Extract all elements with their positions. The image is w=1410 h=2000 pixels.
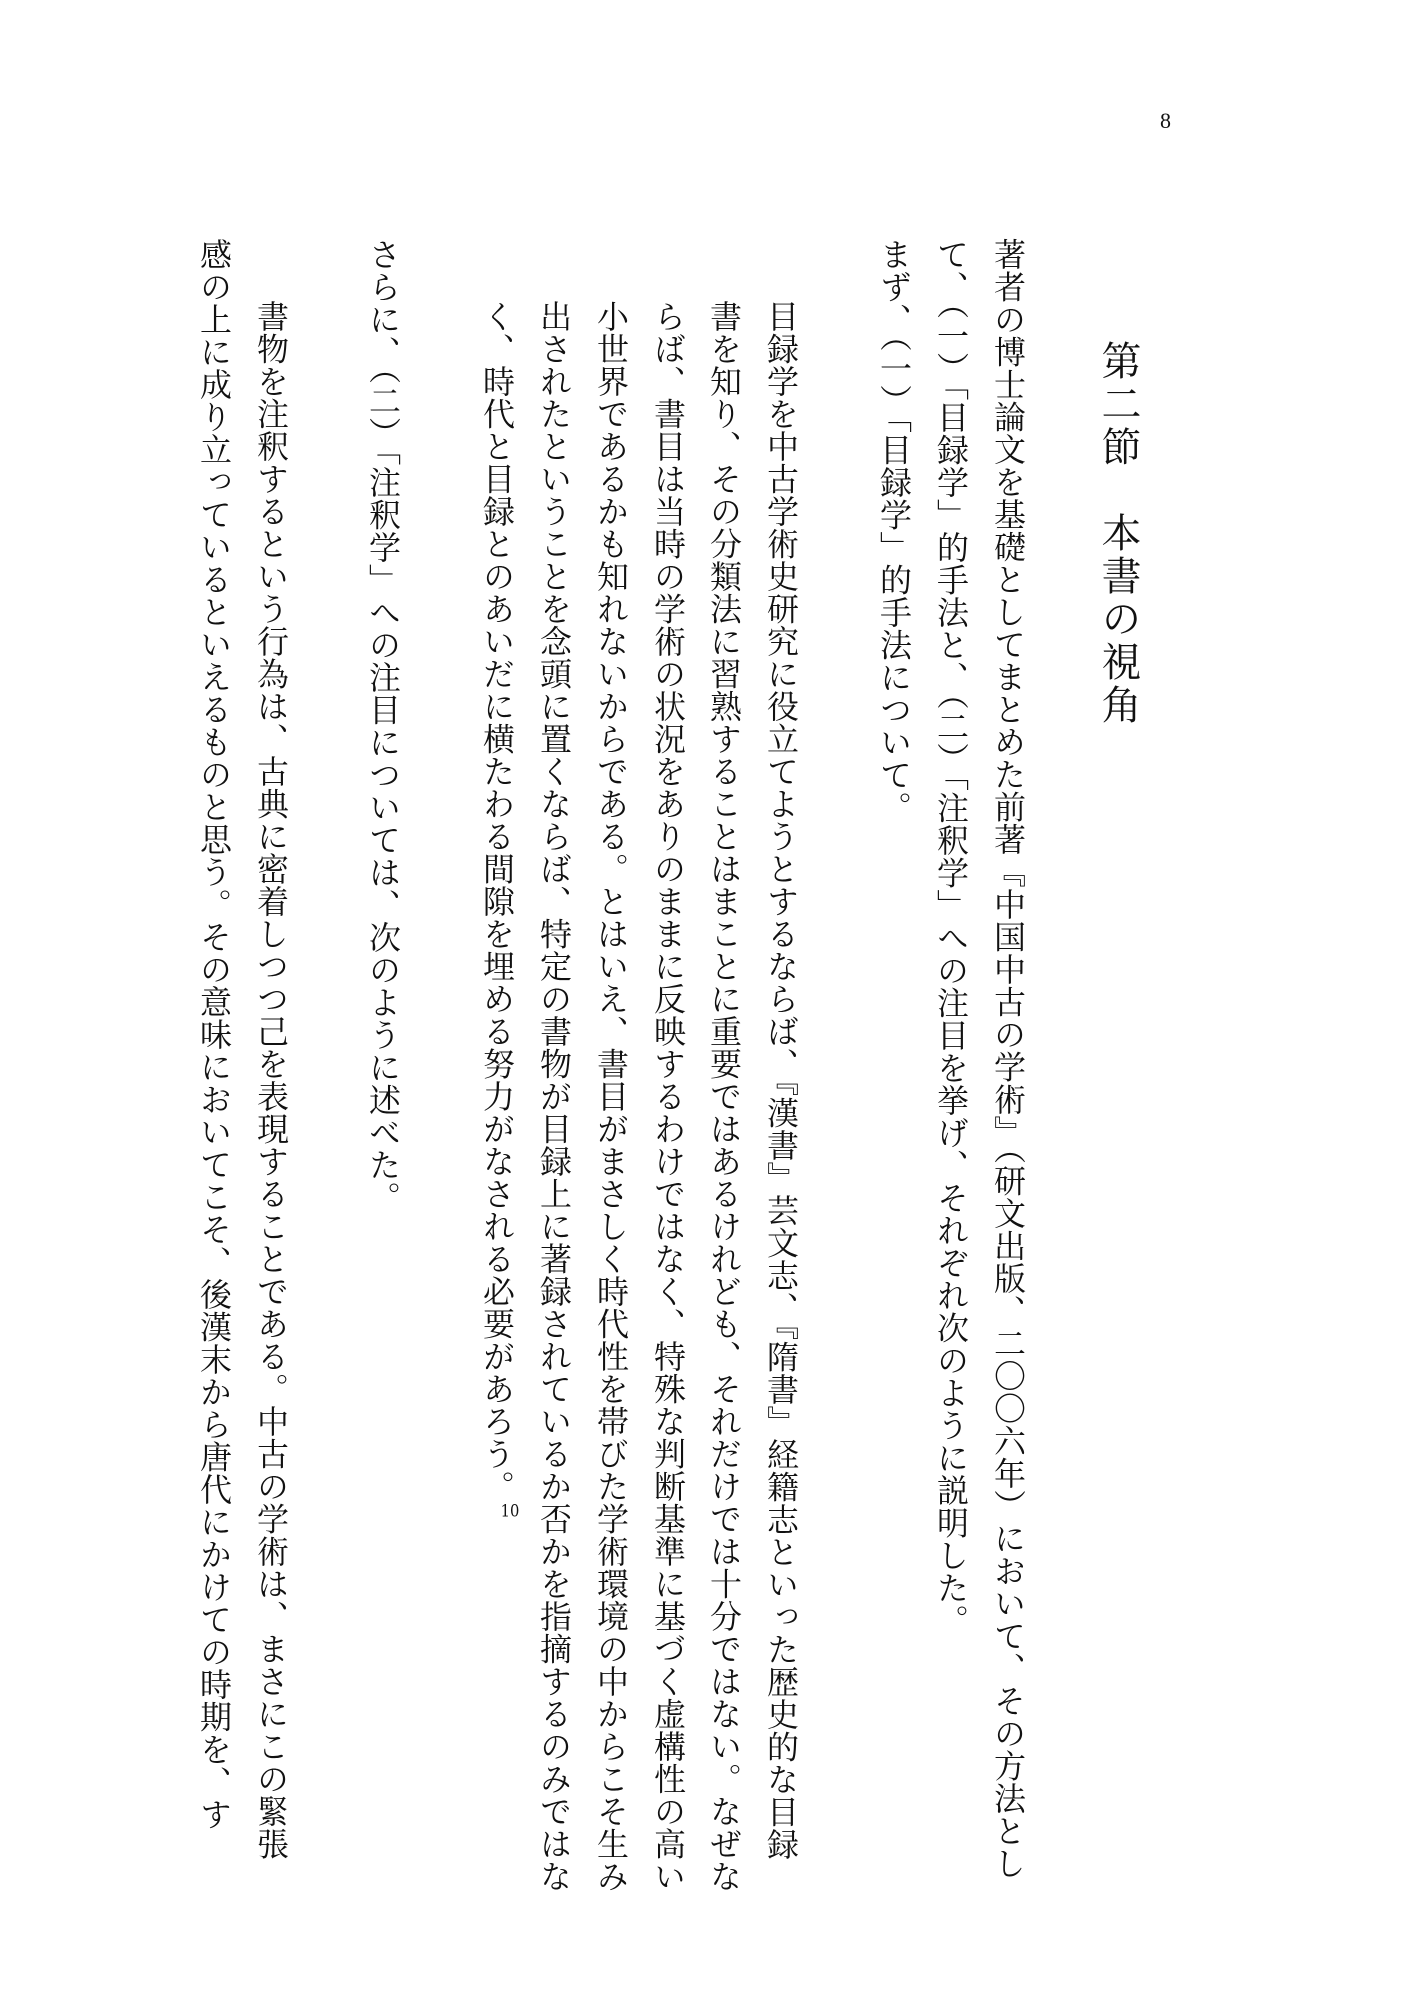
body-column-1: 著者の博士論文を基礎としてまとめた前著『中国中古の学術』（研文出版、二〇〇六年）において、その方法とし (989, 238, 1027, 1880)
quote-column-3: らば、書目は当時の学術の状況をありのままに反映するわけではなく、特殊な判断基準に基づく虚構性の高い (649, 300, 687, 1893)
body-column-4: さらに、（二）「注釈学」への注目については、次のように述べた。 (364, 238, 402, 1214)
body-column-2: て、（一）「目録学」的手法と、（二）「注釈学」への注目を挙げ、それぞれ次のように説明した。 (932, 238, 970, 1637)
quote-column-5: 出されたということを念頭に置くならば、特定の書物が目録上に著録されているか否かを指摘するのみではな (535, 300, 573, 1893)
quote-column-4: 小世界であるかも知れないからである。とはいえ、書目がまさしく時代性を帯びた学術環境の中からこそ生み (592, 300, 630, 1893)
note-reference: 10 (500, 1502, 520, 1520)
quote-column-8: 感の上に成り立っているといえるものと思う。その意味においてこそ、後漢末から唐代にかけての時期を、す (195, 238, 233, 1831)
quote-column-1: 目録学を中古学術史研究に役立てようとするならば、『漢書』芸文志、『隋書』経籍志といった歴史的な目録 (762, 300, 800, 1861)
body-column-3: まず、（一）「目録学」的手法について。 (875, 238, 913, 824)
quote-column-6 (474, 300, 520, 1520)
page-number: 8 (1160, 108, 1171, 133)
quote-column-6-text: く、時代と目録とのあいだに横たわる間隙を埋める努力がなされる必要があろう。 (478, 300, 516, 1503)
quote-column-7: 書物を注釈するという行為は、古典に密着しつつ己を表現することである。中古の学術は、まさにこの緊張 (252, 300, 290, 1860)
section-title: 第二節 本書の視角 (1095, 340, 1141, 727)
quote-column-2: 書を知り、その分類法に習熟することはまことに重要ではあるけれども、それだけでは十分ではない。なぜな (705, 300, 743, 1893)
